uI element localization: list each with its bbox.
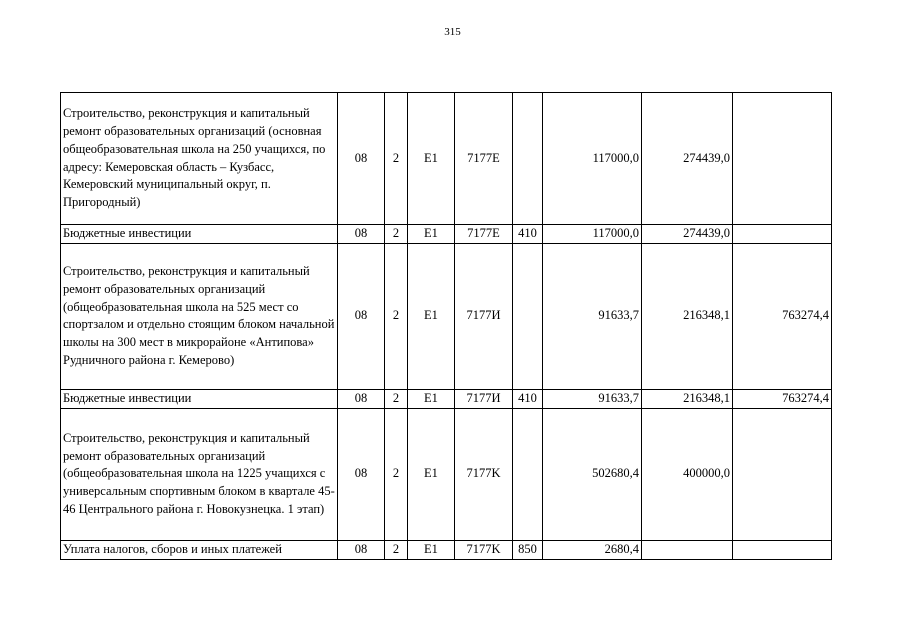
amount-1-cell: 117000,0 [543, 225, 642, 244]
row-name-cell: Строительство, реконструкция и капитальный ремонт образовательных организаций (основная общеобразовательная школа на 250 учащихся, по адресу: Кемеровская область – Кузбасс, Кемеровский муниципальный округ, п. Пригородный) [61, 93, 338, 225]
row-name-cell: Бюджетные инвестиции [61, 389, 338, 408]
amount-1-cell: 502680,4 [543, 408, 642, 540]
subsection-cell: 2 [385, 540, 408, 559]
amount-3-cell [733, 408, 832, 540]
amount-2-cell: 400000,0 [642, 408, 733, 540]
program-cell: E1 [408, 408, 455, 540]
table-row [61, 540, 832, 559]
section-cell: 08 [338, 540, 385, 559]
amount-1-cell: 91633,7 [543, 243, 642, 389]
section-cell: 08 [338, 93, 385, 225]
amount-1-cell: 117000,0 [543, 93, 642, 225]
row-name-cell: Бюджетные инвестиции [61, 225, 338, 244]
section-cell: 08 [338, 243, 385, 389]
target-cell: 7177K [455, 540, 513, 559]
table-row [61, 243, 832, 389]
subsection-cell: 2 [385, 408, 408, 540]
subsection-cell: 2 [385, 243, 408, 389]
amount-2-cell: 274439,0 [642, 93, 733, 225]
program-cell: E1 [408, 389, 455, 408]
subsection-cell: 2 [385, 225, 408, 244]
target-cell: 7177K [455, 408, 513, 540]
target-cell: 7177E [455, 93, 513, 225]
amount-2-cell: 216348,1 [642, 389, 733, 408]
table-row [61, 93, 832, 225]
expense-type-cell [513, 408, 543, 540]
amount-3-cell: 763274,4 [733, 389, 832, 408]
section-cell: 08 [338, 225, 385, 244]
expense-type-cell: 410 [513, 225, 543, 244]
amount-3-cell: 763274,4 [733, 243, 832, 389]
table-row [61, 225, 832, 244]
expense-type-cell: 850 [513, 540, 543, 559]
table-row [61, 389, 832, 408]
amount-2-cell: 274439,0 [642, 225, 733, 244]
program-cell: E1 [408, 225, 455, 244]
amount-2-cell: 216348,1 [642, 243, 733, 389]
row-name-cell: Строительство, реконструкция и капитальный ремонт образовательных организаций (общеобразовательная школа на 1225 учащихся с универсальным спортивным блоком в квартале 45-46 Центрального района г. Новокузнецка. 1 этап) [61, 408, 338, 540]
amount-2-cell [642, 540, 733, 559]
amount-3-cell [733, 93, 832, 225]
target-cell: 7177E [455, 225, 513, 244]
target-cell: 7177И [455, 243, 513, 389]
amount-3-cell [733, 540, 832, 559]
table-row [61, 408, 832, 540]
program-cell: E1 [408, 540, 455, 559]
subsection-cell: 2 [385, 93, 408, 225]
expense-type-cell [513, 243, 543, 389]
subsection-cell: 2 [385, 389, 408, 408]
budget-table [60, 92, 832, 560]
amount-1-cell: 91633,7 [543, 389, 642, 408]
amount-1-cell: 2680,4 [543, 540, 642, 559]
row-name-cell: Уплата налогов, сборов и иных платежей [61, 540, 338, 559]
row-name-cell: Строительство, реконструкция и капитальный ремонт образовательных организаций (общеобразовательная школа на 525 мест со спортзалом и отдельно стоящим блоком начальной школы на 300 мест в микрорайоне «Антипова» Рудничного района г. Кемерово) [61, 243, 338, 389]
section-cell: 08 [338, 408, 385, 540]
expense-type-cell [513, 93, 543, 225]
expense-type-cell: 410 [513, 389, 543, 408]
program-cell: E1 [408, 243, 455, 389]
section-cell: 08 [338, 389, 385, 408]
program-cell: E1 [408, 93, 455, 225]
target-cell: 7177И [455, 389, 513, 408]
amount-3-cell [733, 225, 832, 244]
page-number: 315 [444, 26, 461, 38]
